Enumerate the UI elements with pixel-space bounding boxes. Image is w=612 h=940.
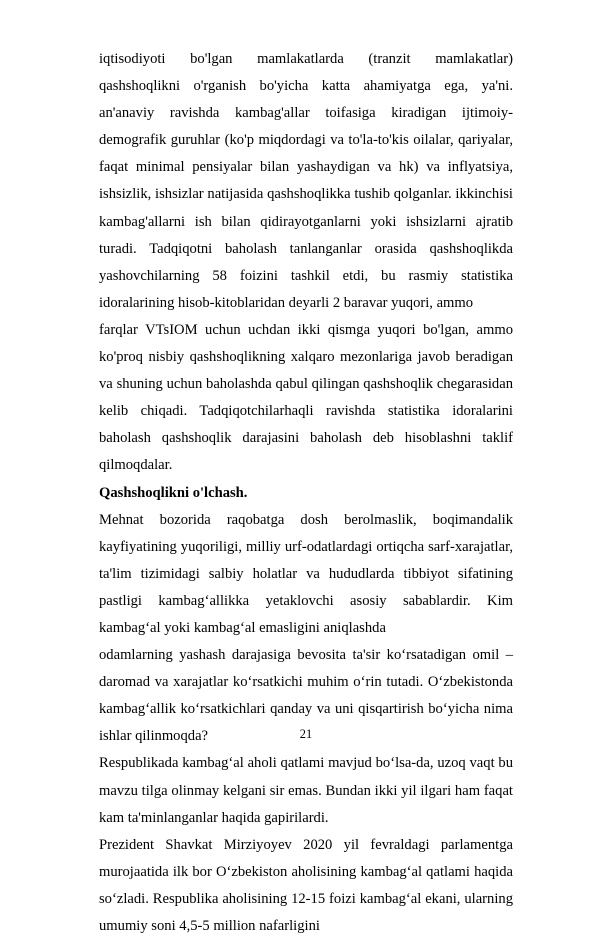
paragraph-block-7: Prezident Shavkat Mirziyoyev 2020 yil fevraldagi parlamentga murojaatida ilk bor Oʻzbekiston aholisining kambagʻal qatlami haqida soʻzladi. Respublika aholisining 12-15 foizi kambagʻal ekani, ularning umumiy soni 4,5-5 million nafarligini xyxy=(99,836,513,934)
page-number: 21 xyxy=(299,727,313,741)
paragraph-block-6: Respublikada kambagʻal aholi qatlami mavjud boʻlsa-da, uzoq vaqt bu mavzu tilga olinmay kelgani sir emas. Bundan ikki yil ilgari ham faqat kam ta'minlanganlar haqida gapirilardi. xyxy=(99,755,513,826)
paragraph-block-5: odamlarning yashash darajasiga bevosita ta'sir koʻrsatadigan omil – daromad va xarajatlar koʻrsatkichi muhim oʻrin tutadi. Oʻzbekistonda kambagʻallik koʻrsatkichlari qanday va uni qisqartirish boʻyicha nima ishlar qilinmoqda? xyxy=(99,647,513,745)
paragraph-block-2: farqlar VTsIOM uchun uchdan ikki qismga yuqori bo'lgan, ammo ko'proq nisbiy qashshoqlikning xalqaro mezonlariga javob beradigan va shuning uchun baholashda qabul qilingan qashshoqlik chegarasidan kelib chiqadi. Tadqiqotchilarhaqli ravishda statistika idoralarini baholash qashshoqlik darajasini baholash deb hisoblashni taklif qilmoqdalar. xyxy=(99,321,513,474)
paragraph-block-4: Mehnat bozorida raqobatga dosh berolmaslik, boqimandalik kayfiyatining yuqoriligi, milliy urf-odatlardagi ortiqcha sarf-xarajatlar, ta'lim tizimidagi salbiy holatlar va hududlarda tibbiyot sifatining pastligi kambagʻallikka yetaklovchi asosiy sabablardir. Kim kambagʻal yoki kambagʻal emasligini aniqlashda xyxy=(99,511,513,636)
section-heading-qashshoqlikni-olchash: Qashshoqlikni o'lchash. xyxy=(99,484,248,501)
paragraph-block-1: iqtisodiyoti bo'lgan mamlakatlarda (tranzit mamlakatlar) qashshoqlikni o'rganish bo'yicha katta ahamiyatga ega, ya'ni. an'anaviy ravishda kambag'allar toifasiga kiradigan ijtimoiy-demografik guruhlar (ko'p miqdordagi va to'la-to'kis oilalar, qariyalar, faqat minimal pensiyalar bilan yashaydigan va hk) va inflyatsiya, ishsizlik, ishsizlar natijasida qashshoqlikka tushib qolganlar. ikkinchisi kambag'allarni ish bilan qidirayotganlarni yoki ishsizlarni ajratib turadi. Tadqiqotni baholash tanlanganlar orasida qashshoqlikda yashovchilarning 58 foizini tashkil etdi, bu rasmiy statistika idoralarining hisob-kitoblaridan deyarli 2 baravar yuqori, ammo xyxy=(99,51,513,311)
page-body xyxy=(99,46,513,940)
